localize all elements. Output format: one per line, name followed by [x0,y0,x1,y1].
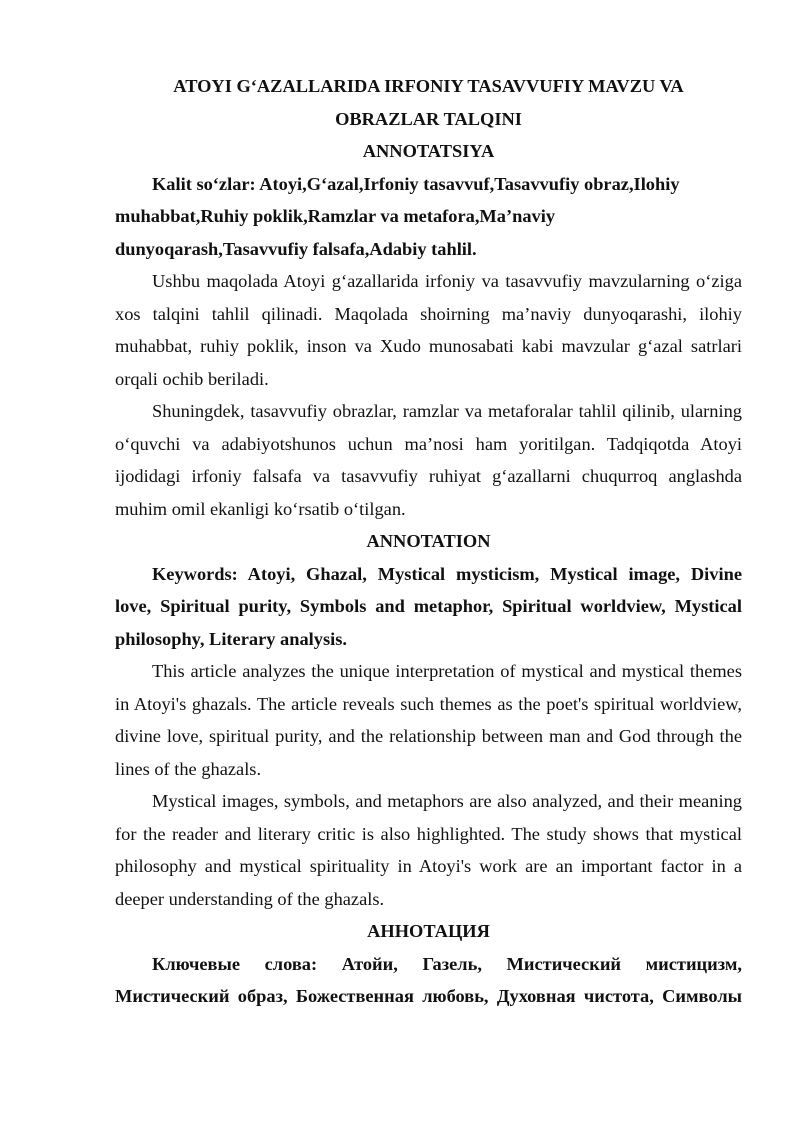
annotation-heading-en: ANNOTATION [366,531,491,551]
abstract-en-p1-line-3: divine love, spiritual purity, and the relationship between man and God through the [115,726,742,746]
document-title [115,70,742,135]
abstract-en-p2-line-1: Mystical images, symbols, and metaphors are also analyzed, and their meaning [152,791,742,811]
keywords-uz [115,168,742,266]
abstract-uz-p1-line-2: xos talqini tahlil qilinadi. Maqolada shoirning ma’naviy dunyoqarashi, ilohiy [115,303,742,324]
annotation-heading-uz: ANNOTATSIYA [362,141,495,161]
abstract-uz-paragraph-2 [115,395,742,525]
keywords-uz-line-2: muhabbat,Ruhiy poklik,Ramzlar va metafora,Ma’naviy [115,206,556,226]
abstract-uz-p2-line-2: o‘quvchi va adabiyotshunos uchun ma’nosi ham yoritilgan. Tadqiqotda Atoyi [115,433,742,454]
abstract-uz-p1-line-1: Ushbu maqolada Atoyi g‘azallarida irfoniy va tasavvufiy mavzularning o‘ziga [152,271,742,291]
abstract-en-paragraph-1 [115,655,742,785]
abstract-en-paragraph-2 [115,785,742,915]
keywords-uz-line-1: Kalit so‘zlar: Atoyi,G‘azal,Irfoniy tasavvuf,Tasavvufiy obraz,Ilohiy [152,173,680,194]
abstract-uz-p2-line-3: ijodidagi irfoniy falsafa va tasavvufiy ruhiyat g‘azallarni chuqurroq anglashda [115,466,742,486]
abstract-en-p2-line-3: philosophy and mystical spirituality in Atoyi's work are an important factor in a [115,856,742,876]
abstract-uz-p1-line-4: orqali ochib beriladi. [115,368,269,389]
annotation-heading-ru: АННОТАЦИЯ [367,921,490,941]
keywords-en-line-2: love, Spiritual purity, Symbols and metaphor, Spiritual worldview, Mystical [115,596,742,616]
keywords-ru [115,948,742,1013]
abstract-uz-p2-line-1: Shuningdek, tasavvufiy obrazlar, ramzlar va metaforalar tahlil qilinib, ularning [152,401,742,421]
abstract-uz-p2-line-4: muhim omil ekanligi ko‘rsatib o‘tilgan. [115,498,406,519]
abstract-en-p1-line-4: lines of the ghazals. [115,758,262,779]
keywords-en-line-3: philosophy, Literary analysis. [115,628,347,649]
keywords-ru-line-1: Ключевые слова: Атойи, Газель, Мистический мистицизм, [152,953,742,974]
abstract-en-p1-line-1: This article analyzes the unique interpretation of mystical and mystical themes [152,661,742,681]
abstract-en-p2-line-2: for the reader and literary critic is also highlighted. The study shows that mystical [115,823,742,844]
keywords-en-line-1: Keywords: Atoyi, Ghazal, Mystical mysticism, Mystical image, Divine [152,563,742,584]
abstract-en-p1-line-2: in Atoyi's ghazals. The article reveals such themes as the poet's spiritual worldview, [115,693,742,714]
document-page [115,70,742,1013]
title-line-1: ATOYI G‘AZALLARIDA IRFONIY TASAVVUFIY MAVZU VA [173,76,684,96]
abstract-uz-paragraph-1 [115,265,742,395]
keywords-uz-line-3: dunyoqarash,Tasavvufiy falsafa,Adabiy tahlil. [115,238,477,259]
abstract-uz-p1-line-3: muhabbat, ruhiy poklik, inson va Xudo munosabati kabi mavzular g‘azal satrlari [115,336,742,356]
title-line-2: OBRAZLAR TALQINI [335,108,522,129]
keywords-ru-line-2: Мистический образ, Божественная любовь, Духовная чистота, Символы [115,986,742,1006]
keywords-en [115,558,742,656]
abstract-en-p2-line-4: deeper understanding of the ghazals. [115,888,385,909]
